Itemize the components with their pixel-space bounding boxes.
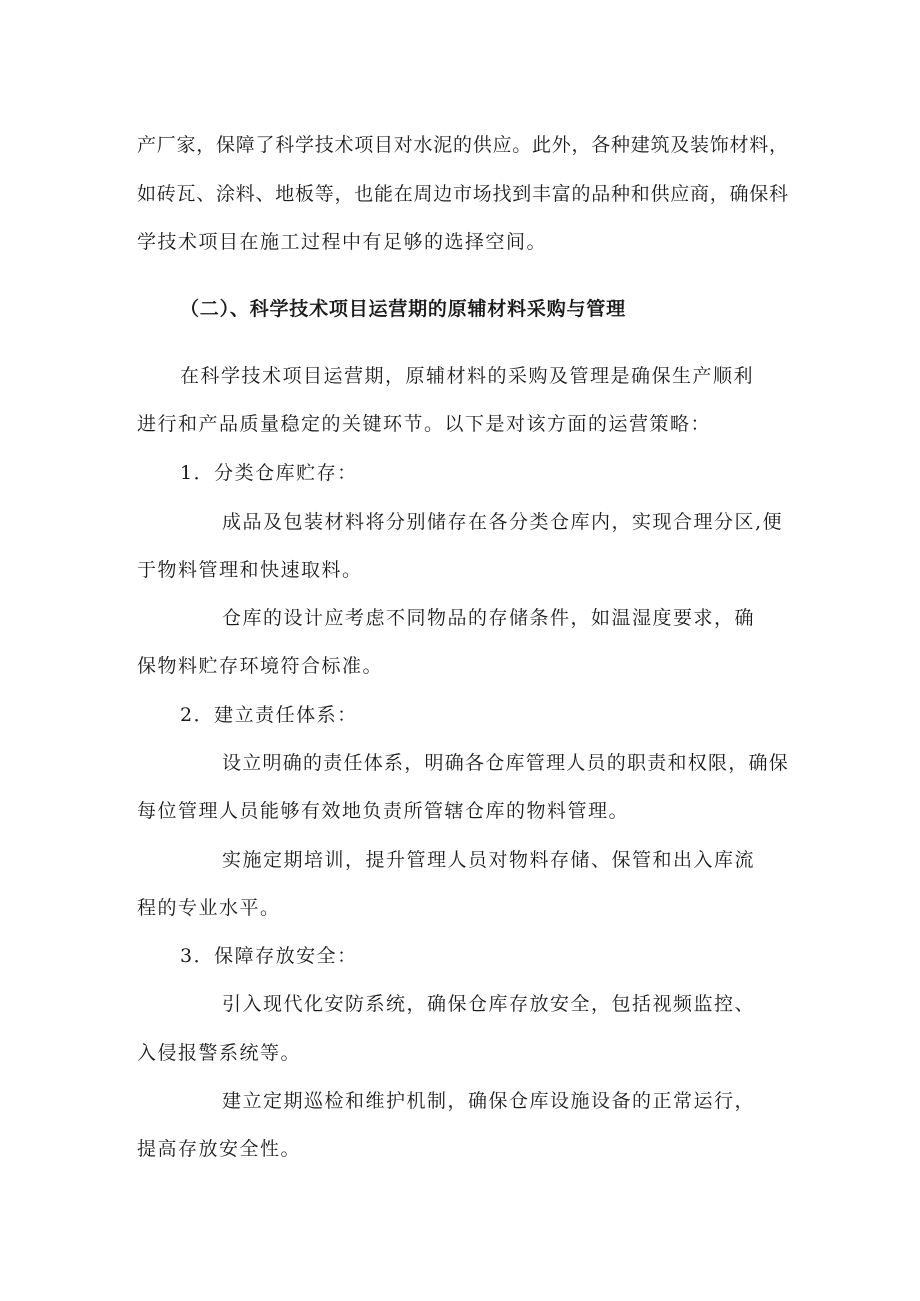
item-3-title: 3．保障存放安全： (180, 945, 358, 967)
item-1-para-1-line-1: 成品及包装材料将分别储存在各分类仓库内，实现合理分区,便 (222, 511, 784, 533)
intro-line-1: 产厂家，保障了科学技术项目对水泥的供应。此外，各种建筑及装饰材料， (137, 134, 789, 156)
item-2-para-2-line-2: 程的专业水平。 (137, 897, 281, 919)
item-3-para-1-line-1: 引入现代化安防系统，确保仓库存放安全，包括视频监控、 (222, 993, 756, 1015)
section-heading: （二）、科学技术项目运营期的原辅材料采购与管理 (180, 298, 626, 320)
intro-line-2: 如砖瓦、涂料、地板等，也能在周边市场找到丰富的品种和供应商，确保科 (137, 183, 789, 205)
item-3-para-2-line-1: 建立定期巡检和维护机制，确保仓库设施设备的正常运行， (222, 1090, 756, 1112)
item-1-para-1-line-2: 于物料管理和快速取料。 (137, 559, 363, 581)
item-3-para-2-line-2: 提高存放安全性。 (137, 1138, 302, 1160)
item-2-para-1-line-2: 每位管理人员能够有效地负责所管辖仓库的物料管理。 (137, 800, 630, 822)
item-1-para-2-line-1: 仓库的设计应考虑不同物品的存储条件，如温湿度要求，确 (222, 607, 756, 629)
item-2-para-2-line-1: 实施定期培训，提升管理人员对物料存储、保管和出入库流 (222, 849, 756, 871)
overview-line-1: 在科学技术项目运营期，原辅材料的采购及管理是确保生产顺利 (180, 365, 755, 387)
overview-line-2: 进行和产品质量稳定的关键环节。以下是对该方面的运营策略： (137, 413, 712, 435)
item-2-title: 2．建立责任体系： (180, 704, 358, 726)
item-3-para-1-line-2: 入侵报警系统等。 (137, 1042, 302, 1064)
item-2-para-1-line-1: 设立明确的责任体系，明确各仓库管理人员的职责和权限，确保 (222, 752, 790, 774)
intro-line-3: 学技术项目在施工过程中有足够的选择空间。 (137, 231, 548, 253)
item-1-para-2-line-2: 保物料贮存环境符合标准。 (137, 655, 384, 677)
item-1-title: 1．分类仓库贮存： (180, 462, 358, 484)
